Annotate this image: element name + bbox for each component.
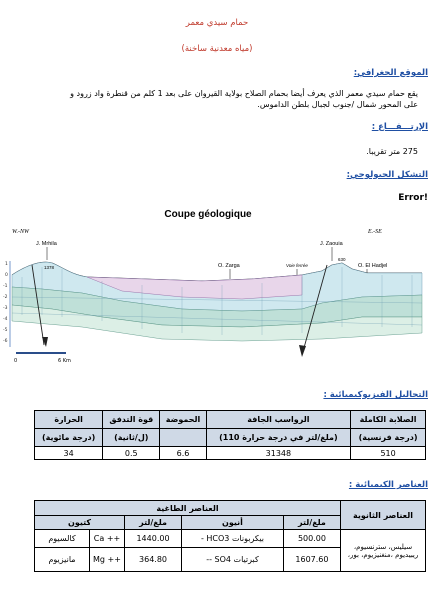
cation-formula: Ca ++ [90,530,125,548]
physchem-unit-flow: (ل/ثانية) [103,429,160,447]
label-hadjel: O. El Hadjel [358,263,388,269]
physchem-unit-dry-residue: (ملغ/لتر في درجة حرارة 110) [206,429,351,447]
chemical-main-header: العناصر الطاغية [35,501,341,516]
page-title: حمام سيدي معمر [185,18,249,28]
altitude-heading: الإرتـــفـــاع : [371,122,428,132]
svg-text:-1: -1 [3,284,8,289]
label-zaouia: J. Zaouia [320,241,343,247]
physchem-value-ph: 6.6 [160,447,206,460]
page-subtitle: (مياه معدنية ساخنة) [181,44,253,54]
anion-name: كبرتيات [233,555,259,564]
location-heading: الموقع الجغرافي: [353,68,428,78]
physchem-header-ph: الحموضة [160,411,206,429]
label-zarga: O. Zarga [218,263,240,269]
label-railway: Voie ferrée [286,263,308,268]
fault-right-arrow [299,345,306,357]
anion-formula: SO4 -- [206,555,231,564]
elevation-right: 630 [338,257,346,262]
secondary-elements: سيليس، سترنسيوم، ريبيديوم ،منغنيزيوم، بور، [341,530,426,572]
west-label: W.-NW [12,229,29,235]
svg-text:-3: -3 [3,306,8,311]
east-label: E.-SE [368,229,382,235]
anion-formula: HCO3 - [200,534,230,543]
fault-left-arrow [42,337,48,347]
physchem-header-flow: قوة التدفق [103,411,160,429]
scale-label: 6 Km [58,358,71,364]
physchem-unit-ph [160,429,206,447]
physchem-value-hardness: 510 [351,447,426,460]
physchem-header-hardness: الصلابة الكاملة [351,411,426,429]
physchem-unit-temperature: (درجة مائوية) [35,429,103,447]
anion-name-formula [182,530,284,548]
location-text-line2: على المحور شمال /جنوب لجبال بلطن الداموس. [257,100,418,109]
cation-value: 1440.00 [125,530,182,548]
chemical-heading: العناصر الكيميائية : [348,480,428,490]
altitude-text: 275 متر تقريبا. [366,147,418,156]
axis-ticks [3,261,8,344]
physchem-unit-hardness: (درجة فرنسية) [351,429,426,447]
svg-text:-4: -4 [3,317,8,322]
geology-heading: التشكل الجيولوجي: [346,170,428,180]
elevation-left: 1378 [44,265,55,270]
scale-zero: 0 [14,358,18,364]
label-mrhila: J. Mrhila [36,241,57,247]
cations-header: كتيون [35,516,125,530]
anion-value: 500.00 [283,530,340,548]
physchem-value-flow: 0.5 [103,447,160,460]
cation-name: كالسيوم [35,530,90,548]
cation-value: 364.80 [125,548,182,572]
svg-text:1: 1 [5,262,8,267]
chemical-table [34,500,426,572]
chemical-secondary-header: العناصر الثانوية [341,501,426,530]
svg-text:-6: -6 [3,339,8,344]
anions-header: أنيون [182,516,284,530]
cation-formula: Mg ++ [90,548,125,572]
location-text-line1: يقع حمام سيدي معمر الذي يعرف أيضا بحمام الصلاح بولاية القيروان على بعد 1 كلم من قنطرة واد زرود و [70,89,418,98]
figure-title: Coupe géologique [164,209,252,220]
anion-value: 1607.60 [283,548,340,572]
physchem-table [34,410,426,460]
svg-text:-5: -5 [3,328,8,333]
anions-mgl-header: ملغ/لتر [283,516,340,530]
svg-text:-2: -2 [3,295,8,300]
physchem-heading: التحاليل الفيزيوكيميائية : [323,390,428,400]
physchem-header-dry-residue: الرواسب الجافة [206,411,351,429]
svg-text:0: 0 [5,273,8,278]
cations-mgl-header: ملغ/لتر [125,516,182,530]
geologic-cross-section [2,205,432,375]
cation-name: مانيزيوم [35,548,90,572]
anion-name: بيكربونات [231,534,264,543]
error-text: Error! [398,193,428,203]
physchem-header-temperature: الحرارة [35,411,103,429]
physchem-value-temperature: 34 [35,447,103,460]
anion-name-formula [182,548,284,572]
physchem-value-dry-residue: 31348 [206,447,351,460]
